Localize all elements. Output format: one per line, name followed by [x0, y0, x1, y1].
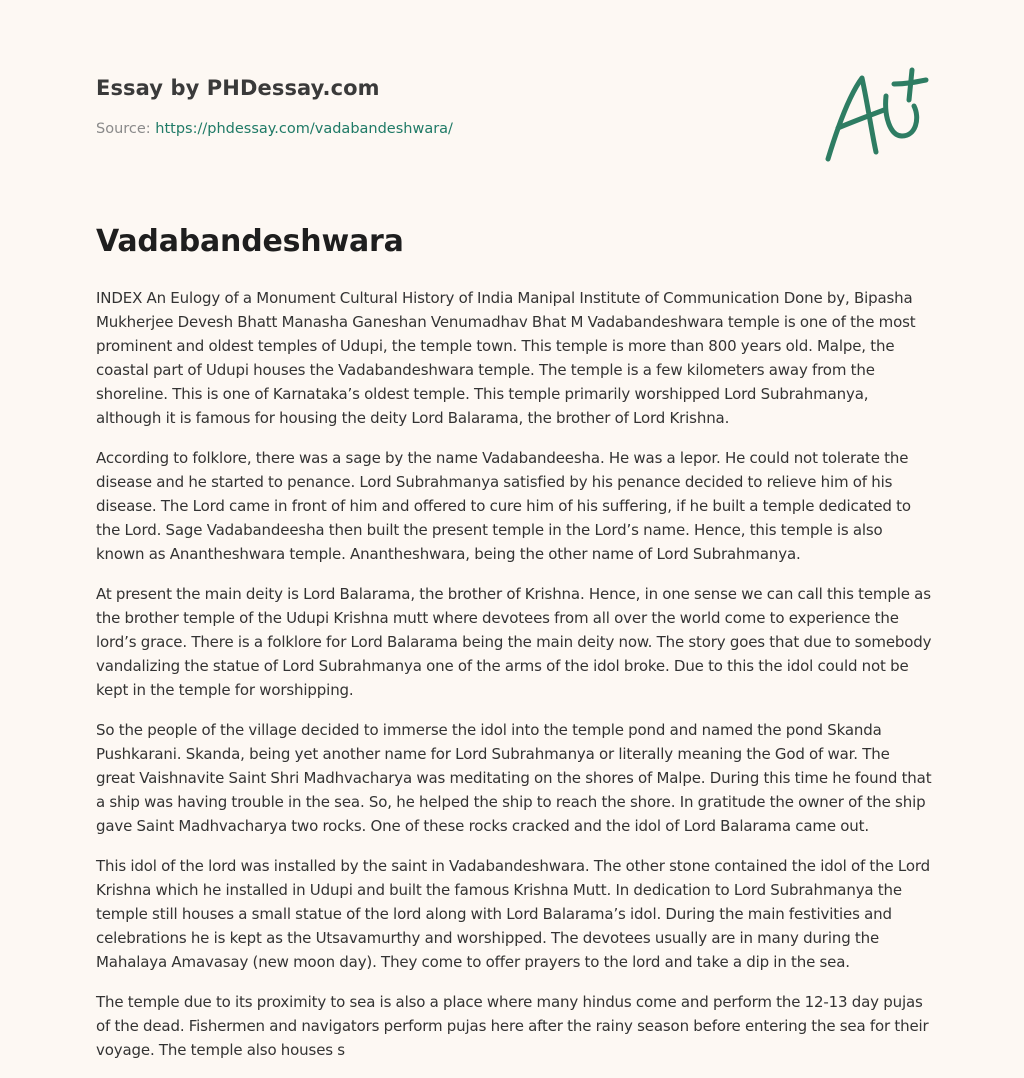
essay-paragraph: This idol of the lord was installed by the saint in Vadabandeshwara. The other stone contained the idol of the Lord Krishna which he installed in Udupi and built the famous Krishna Mutt. In dedication to Lord Subrahmanya the temple still houses a small statue of the lord along with Lord Balarama’s idol. During the main festivities and celebrations he is kept as the Utsavamurthy and worshipped. The devotees usually are in many during the Mahalaya Amavasay (new moon day). They come to offer prayers to the lord and take a dip in the sea. [96, 857, 931, 971]
essay-paragraph: According to folklore, there was a sage by the name Vadabandeesha. He was a lepor. He could not tolerate the disease and he started to penance. Lord Subrahmanya satisfied by his penance decided to relieve him of his disease. The Lord came in front of him and offered to cure him of his suffering, if he built a temple dedicated to the Lord. Sage Vadabandeesha then built the present temple in the Lord’s name. Hence, this temple is also known as Anantheshwara temple. Anantheshwara, being the other name of Lord Subrahmanya. [96, 449, 911, 563]
essay-paragraph: So the people of the village decided to immerse the idol into the temple pond and named the pond Skanda Pushkarani. Skanda, being yet another name for Lord Subrahmanya or literally meaning the God of war. The great Vaishnavite Saint Shri Madhvacharya was meditating on the shores of Malpe. During this time he found that a ship was having trouble in the sea. So, he helped the ship to reach the shore. In gratitude the owner of the ship gave Saint Madhvacharya two rocks. One of these rocks cracked and the idol of Lord Balarama came out. [96, 721, 932, 835]
essay-paragraph: INDEX An Eulogy of a Monument Cultural History of India Manipal Institute of Communication Done by, Bipasha Mukherjee Devesh Bhatt Manasha Ganeshan Venumadhav Bhat M Vadabandeshwara temple is one of the most prominent and oldest temples of Udupi, the temple town. This temple is more than 800 years old. Malpe, the coastal part of Udupi houses the Vadabandeshwara temple. The temple is a few kilometers away from the shoreline. This is one of Karnataka’s oldest temple. This temple primarily worshipped Lord Subrahmanya, although it is famous for housing the deity Lord Balarama, the brother of Lord Krishna. [96, 289, 916, 427]
essay-paragraph: At present the main deity is Lord Balarama, the brother of Krishna. Hence, in one sense we can call this temple as the brother temple of the Udupi Krishna mutt where devotees from all over the world come to experience the lord’s grace. There is a folklore for Lord Balarama being the main deity now. The story goes that due to somebody vandalizing the statue of Lord Subrahmanya one of the arms of the idol broke. Due to this the idol could not be kept in the temple for worshipping. [96, 585, 932, 699]
source-link[interactable]: https://phdessay.com/vadabandeshwara/ [155, 121, 453, 137]
site-brand: Essay by PHDessay.com [96, 76, 380, 100]
essay-body [96, 286, 932, 1078]
essay-paragraph: The temple due to its proximity to sea is also a place where many hindus come and perform the 12-13 day pujas of the dead. Fishermen and navigators perform pujas here after the rainy season before entering the sea for their voyage. The temple also houses s [96, 993, 929, 1059]
source-line [96, 121, 736, 137]
essay-title: Vadabandeshwara [96, 224, 404, 259]
a-plus-grade-icon [818, 66, 930, 166]
essay-header [96, 76, 736, 137]
source-label: Source: [96, 121, 151, 137]
